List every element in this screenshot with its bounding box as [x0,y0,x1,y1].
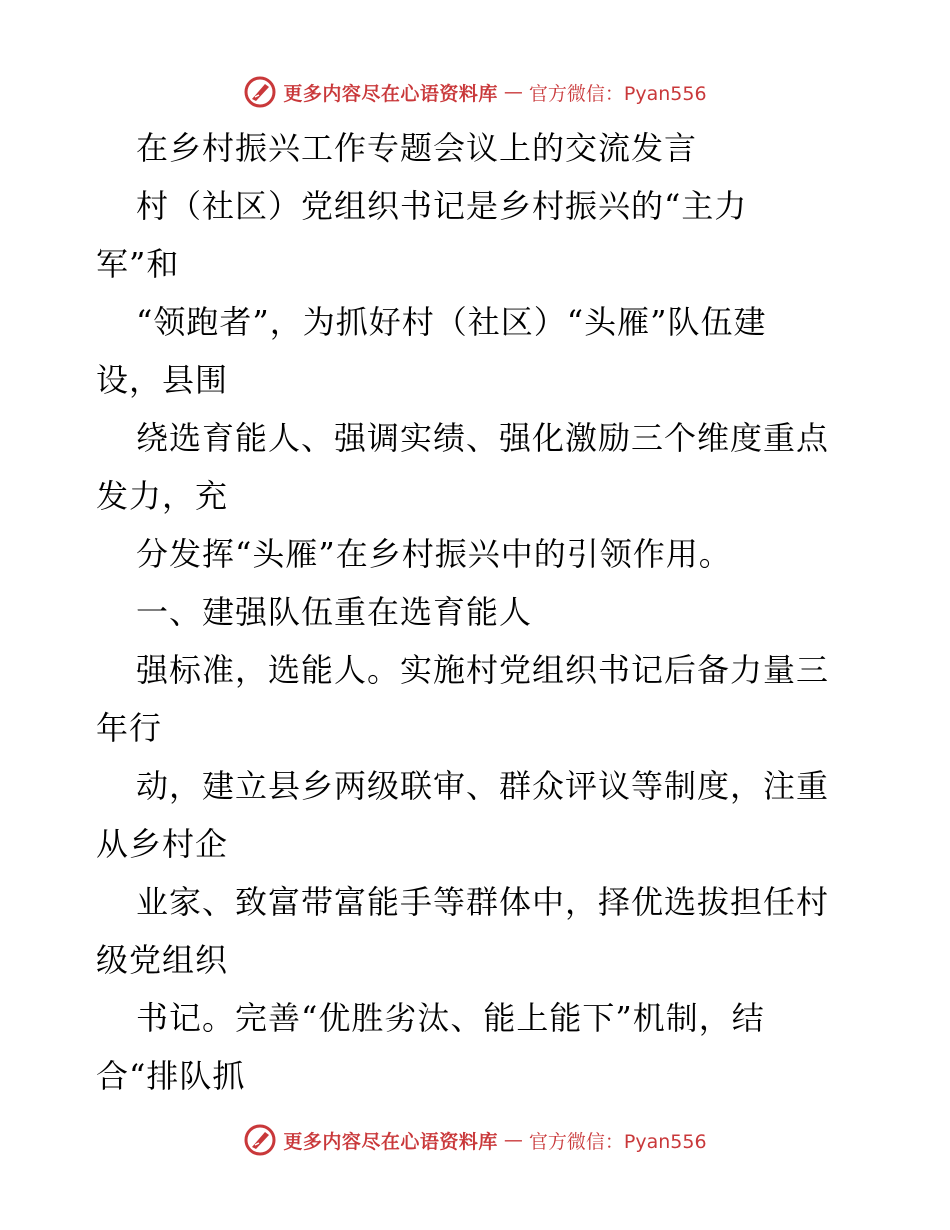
footer-banner-wechat: 官方微信：Pyan556 [528,1130,707,1153]
doc-line: “领跑者”，为抓好村（社区）“头雁”队伍建 [136,303,767,341]
doc-line: 合“排队抓 [96,1057,246,1095]
header-banner-text: 更多内容尽在心语资料库 [283,82,498,105]
doc-line: 书记。完善“优胜劣汰、能上能下”机制，结 [136,999,765,1037]
logo-icon [243,75,277,109]
doc-line: 绕选育能人、强调实绩、强化激励三个维度重点 [136,419,830,457]
doc-line: 业家、致富带富能手等群体中，择优选拔担任村 [136,883,830,921]
footer-banner-text: 更多内容尽在心语资料库 [283,1130,498,1153]
doc-line: 军”和 [96,245,180,283]
doc-title: 在乡村振兴工作专题会议上的交流发言 [136,129,698,167]
doc-line: 发力，充 [96,477,229,515]
doc-line: 设，县围 [96,361,229,399]
doc-line: 强标准，选能人。实施村党组织书记后备力量三 [136,651,830,689]
section-heading: 一、建强队伍重在选育能人 [136,593,533,631]
footer-banner-separator: — [503,1129,523,1151]
header-banner [0,72,950,112]
doc-line: 从乡村企 [96,825,229,863]
header-banner-separator: — [503,81,523,103]
logo-icon [243,1123,277,1157]
doc-line: 年行 [96,709,163,747]
doc-line: 村（社区）党组织书记是乡村振兴的“主力 [136,187,748,225]
footer-banner [0,1120,950,1160]
header-banner-wechat: 官方微信：Pyan556 [528,82,707,105]
doc-line: 级党组织 [96,941,229,979]
doc-line: 动，建立县乡两级联审、群众评议等制度，注重 [136,767,830,805]
doc-line: 分发挥“头雁”在乡村振兴中的引领作用。 [136,535,732,573]
